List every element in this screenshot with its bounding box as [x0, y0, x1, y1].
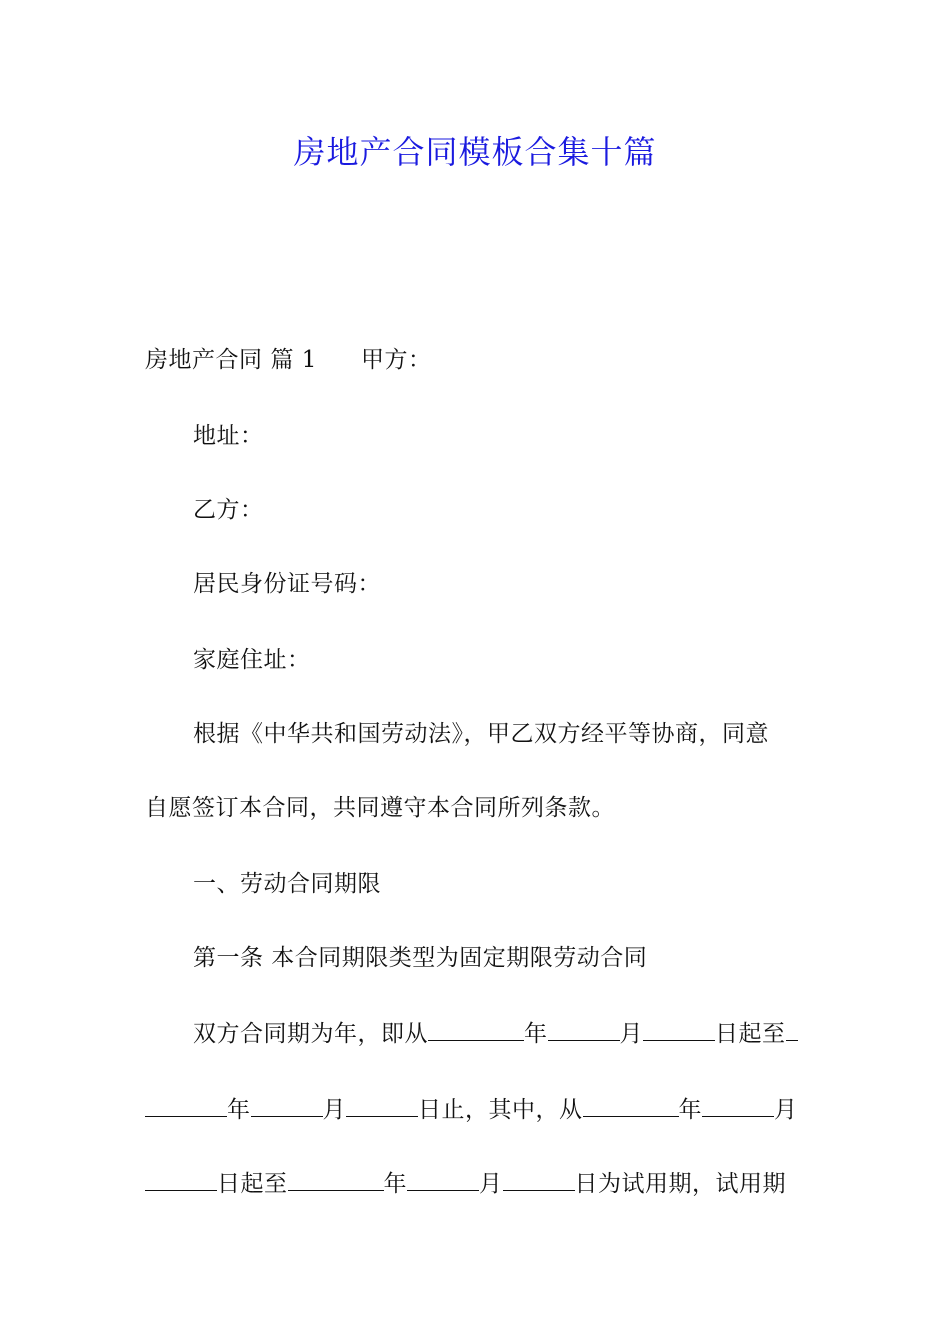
day-end-label: 日止，其中，从 [418, 1097, 583, 1123]
year-label: 年 [383, 1171, 407, 1197]
party-b-field: 乙方： [193, 497, 264, 523]
blank-field [503, 1166, 575, 1191]
blank-field [583, 1092, 679, 1117]
term-line-2 [145, 1092, 810, 1126]
blank-field [346, 1092, 418, 1117]
address-field: 地址： [193, 423, 264, 449]
article-1: 第一条 本合同期限类型为固定期限劳动合同 [193, 945, 648, 971]
month-label: 月 [479, 1171, 503, 1197]
blank-field [786, 1016, 798, 1041]
term-line-3 [145, 1166, 810, 1200]
preamble-line-1: 根据《中华共和国劳动法》，甲乙双方经平等协商，同意 [193, 721, 769, 747]
month-label: 月 [619, 1021, 643, 1047]
month-label: 月 [322, 1097, 346, 1123]
blank-field [288, 1166, 384, 1191]
section-number: 篇 1 [270, 347, 317, 373]
party-a-label: 甲方： [360, 347, 432, 373]
blank-field [251, 1092, 323, 1117]
month-label: 月 [774, 1097, 798, 1123]
year-label: 年 [678, 1097, 702, 1123]
blank-field [702, 1092, 774, 1117]
blank-field [407, 1166, 479, 1191]
section-heading: 房地产合同 [145, 347, 263, 373]
year-label: 年 [227, 1097, 251, 1123]
blank-field [145, 1092, 227, 1117]
document-title: 房地产合同模板合集十篇 [293, 133, 657, 171]
section-header-line [145, 344, 810, 376]
day-from-to-label: 日起至 [217, 1171, 288, 1197]
preamble-line-2: 自愿签订本合同，共同遵守本合同所列条款。 [145, 795, 615, 821]
term-line-1 [193, 1016, 858, 1050]
day-from-to-label: 日起至 [715, 1021, 786, 1047]
blank-field [643, 1016, 715, 1041]
chapter-1-heading: 一、劳动合同期限 [193, 871, 381, 897]
blank-field [145, 1166, 217, 1191]
blank-field [548, 1016, 620, 1041]
id-number-field: 居民身份证号码： [193, 571, 381, 597]
blank-field [428, 1016, 524, 1041]
home-address-field: 家庭住址： [193, 647, 311, 673]
term-text: 双方合同期为年，即从 [193, 1021, 428, 1047]
year-label: 年 [524, 1021, 548, 1047]
probation-label: 日为试用期，试用期 [574, 1171, 786, 1197]
